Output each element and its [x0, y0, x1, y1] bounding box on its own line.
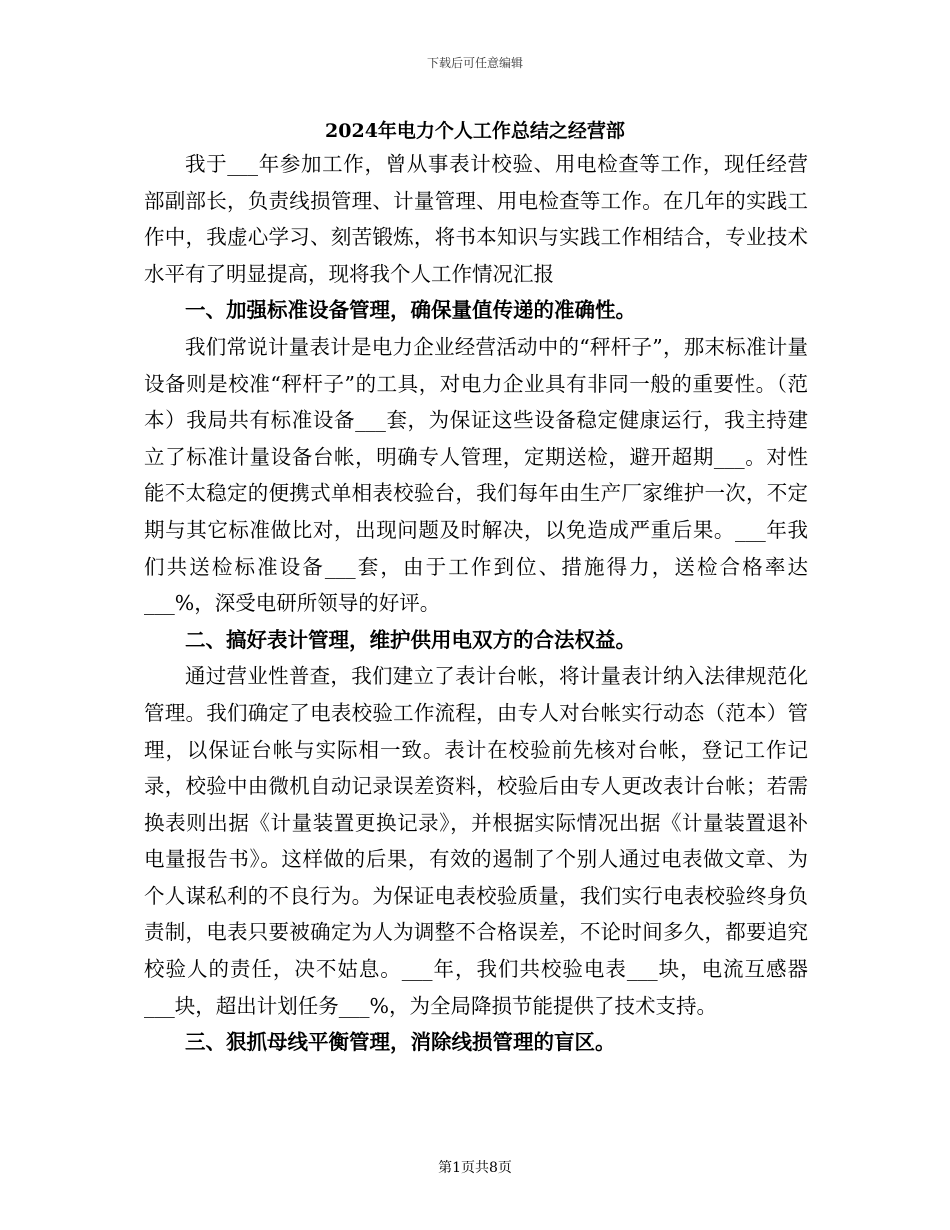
document-title: 2024年电力个人工作总结之经营部	[325, 120, 625, 142]
section-heading-3: 三、狠抓母线平衡管理，消除线损管理的盲区。	[185, 1030, 616, 1055]
page-number: 第1页共8页	[438, 1160, 512, 1176]
section-heading-1: 一、加强标准设备管理，确保量值传递的准确性。	[185, 298, 636, 323]
section-heading-2: 二、搞好表计管理，维护供用电双方的合法权益。	[185, 627, 636, 652]
intro-paragraph: 我于___年参加工作，曾从事表计校验、用电检查等工作，现任经营部副部长，负责线损管理、计量管理、用电检查等工作。在几年的实践工作中，我虚心学习、刻苦锻炼，将书本知识与实践工作相结合，专业技术水平有了明显提高，现将我个人工作情况汇报	[144, 152, 808, 286]
section-paragraph-2: 通过营业性普查，我们建立了表计台帐，将计量表计纳入法律规范化管理。我们确定了电表校验工作流程，由专人对台帐实行动态（范本）管理，以保证台帐与实际相一致。表计在校验前先核对台帐，登记工作记录，校验中由微机自动记录误差资料，校验后由专人更改表计台帐；若需换表则出据《计量装置更换记录》，并根据实际情况出据《计量装置退补电量报告书》。这样做的后果，有效的遏制了个别人通过电表做文章、为个人谋私利的不良行为。为保证电表校验质量，我们实行电表校验终身负责制，电表只要被确定为人为调整不合格误差，不论时间多久，都要追究校验人的责任，决不姑息。___年，我们共校验电表___块，电流互感器___块，超出计划任务___%，为全局降损节能提供了技术支持。	[144, 664, 808, 1018]
section-paragraph-1: 我们常说计量表计是电力企业经营活动中的“秤杆子”，那末标准计量设备则是校准“秤杆子”的工具，对电力企业具有非同一般的重要性。（范本）我局共有标准设备___套，为保证这些设备稳定健康运行，我主持建立了标准计量设备台帐，明确专人管理，定期送检，避开超期___。对性能不太稳定的便携式单相表校验台，我们每年由生产厂家维护一次，不定期与其它标准做比对，出现问题及时解决，以免造成严重后果。___年我们共送检标准设备___套，由于工作到位、措施得力，送检合格率达___%，深受电研所领导的好评。	[144, 334, 808, 616]
document-body	[144, 146, 808, 1061]
header-note: 下载后可任意编辑	[426, 56, 523, 70]
